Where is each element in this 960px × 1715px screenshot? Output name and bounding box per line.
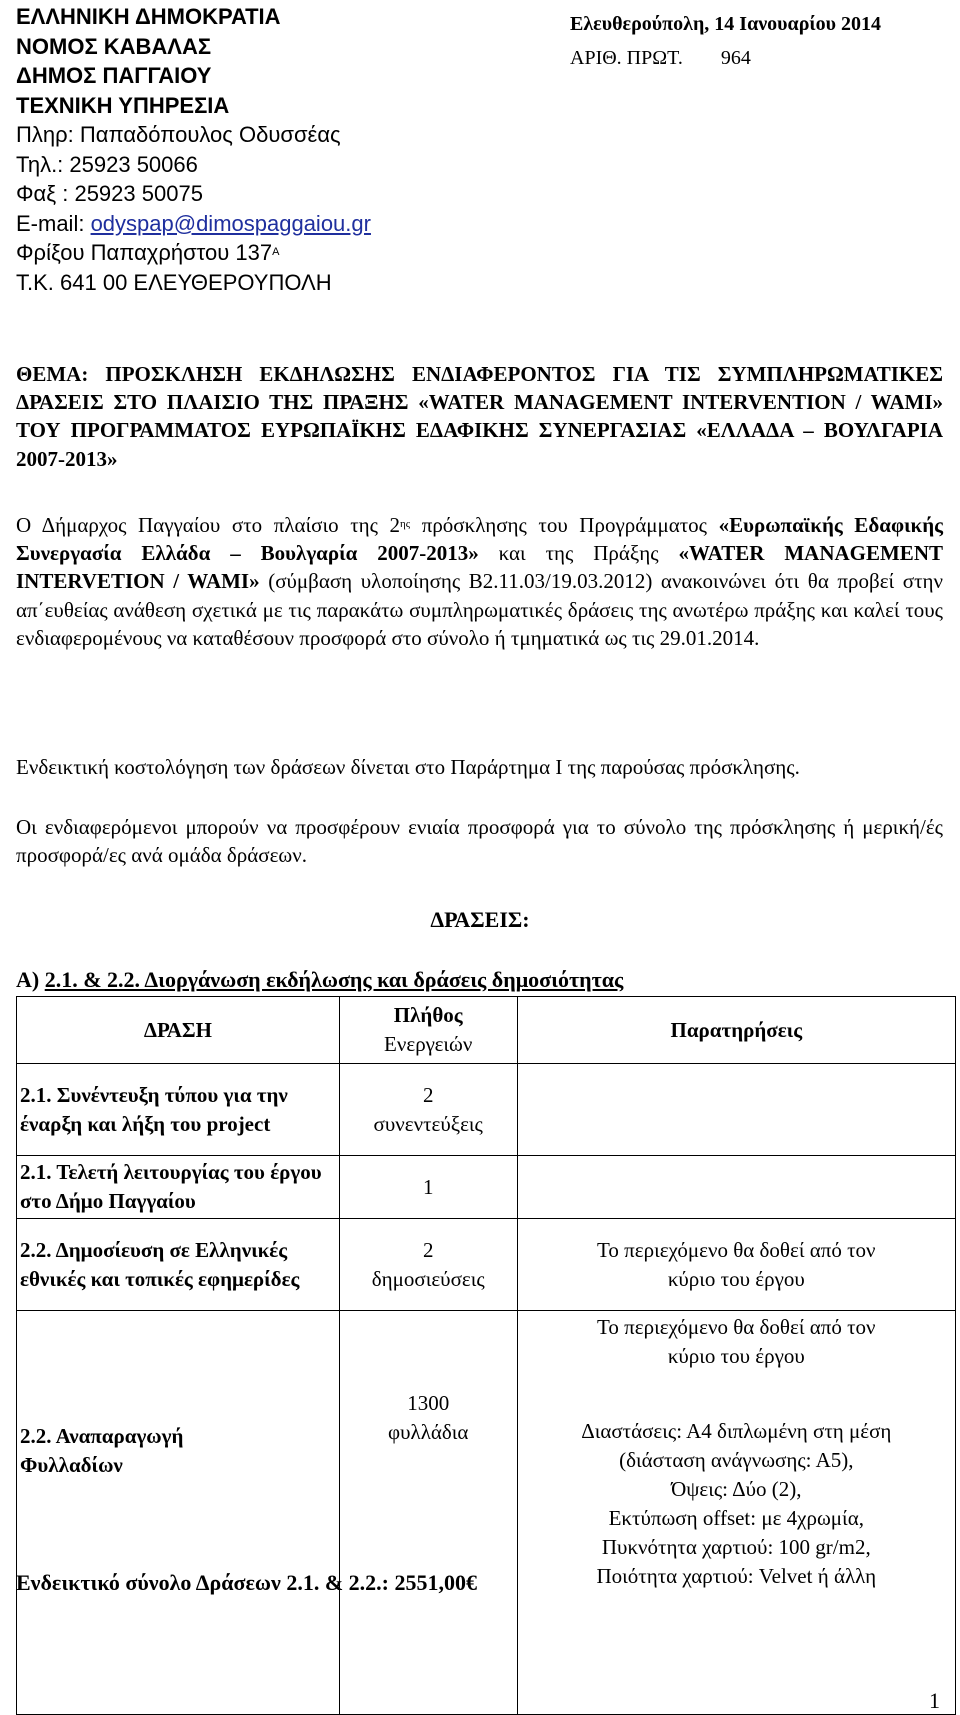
header-quantity-line1: Πλήθος <box>393 1003 463 1027</box>
quantity-unit: φυλλάδια <box>388 1420 469 1444</box>
table-row <box>17 1064 956 1156</box>
sender-block <box>16 2 576 297</box>
body-text: πρόσκλησης του Προγράμματος <box>410 513 719 537</box>
header-notes: Παρατηρήσεις <box>517 997 955 1064</box>
sender-prefecture: ΝΟΜΟΣ ΚΑΒΑΛΑΣ <box>16 33 212 59</box>
row-quantity <box>339 1064 517 1156</box>
row-quantity <box>339 1311 517 1715</box>
protocol-label: ΑΡΙΘ. ΠΡΩΤ. <box>570 47 683 69</box>
programme-name: «Ευρωπαϊκής Εδαφικής Συνεργασία Ελλάδα – Βουλγαρία 2007-2013» <box>16 513 943 566</box>
quantity-value: 1300 <box>407 1391 450 1415</box>
sender-department: ΤΕΧΝΙΚΗ ΥΠΗΡΕΣΙΑ <box>16 92 230 118</box>
body-paragraph-3: Οι ενδιαφερόμενοι μπορούν να προσφέρουν ενιαία προσφορά για το σύνολο της πρόσκλησης ή μερική/ές προσφορά/ες ανά ομάδα δράσεων. <box>16 815 943 868</box>
actions-table <box>16 996 956 1715</box>
table-row <box>17 1219 956 1311</box>
project-name: «WATER MANAGEMENT INTERVETION / WAMI» <box>16 541 943 594</box>
sender-fax: Φαξ : 25923 50075 <box>16 181 203 206</box>
document-date: Ελευθερούπολη, 14 Ιανουαρίου 2014 <box>570 13 882 35</box>
quantity-value: 2 <box>422 1082 434 1107</box>
quantity-unit: δημοσιεύσεις <box>371 1266 485 1291</box>
sender-phone: Τηλ.: 25923 50066 <box>16 151 198 177</box>
row-action: 2.2. Δημοσίευση σε Ελληνικές εθνικές και τοπικές εφημερίδες <box>17 1219 340 1311</box>
row-notes <box>517 1219 955 1311</box>
notes-line: Το περιεχόμενο θα δοθεί από τον <box>597 1315 876 1339</box>
table-row <box>17 1311 956 1715</box>
actions-heading: ΔΡΑΣΕΙΣ: <box>430 907 530 932</box>
sender-contact-person: Πληρ: Παπαδόπουλος Οδυσσέας <box>16 122 341 147</box>
spec-line: Εκτύπωση offset: με 4χρωμία, <box>608 1506 864 1530</box>
address-superscript: Α <box>272 246 280 258</box>
body-text: και της Πράξης <box>478 541 679 566</box>
sender-address <box>16 238 576 268</box>
row-quantity <box>339 1219 517 1311</box>
row-notes <box>517 1156 955 1219</box>
table-row <box>17 1156 956 1219</box>
body-paragraph-1 <box>16 510 943 652</box>
action-line: Φυλλαδίων <box>20 1453 123 1477</box>
subject-paragraph: ΘΕΜΑ: ΠΡΟΣΚΛΗΣΗ ΕΚΔΗΛΩΣΗΣ ΕΝΔΙΑΦΕΡΟΝΤΟΣ ΓΙΑ ΤΙΣ ΣΥΜΠΛΗΡΩΜΑΤΙΚΕΣ ΔΡΑΣΕΙΣ ΣΤΟ ΠΛΑΙΣΙΟ ΤΗΣ ΠΡΑΞΗΣ «WATER MANAGEMENT INTERVENTION / WAMI» ΤΟΥ ΠΡΟΓΡΑΜΜΑΤΟΣ ΕΥΡΩΠΑΪΚΗΣ ΕΔΑΦΙΚΗΣ ΣΥΝΕΡΓΑΣΙΑΣ «ΕΛΛΑΔΑ – ΒΟΥΛΓΑΡΙΑ 2007-2013» <box>16 362 943 471</box>
protocol-line <box>570 44 950 72</box>
email-link[interactable]: odyspap@dimospaggaiou.gr <box>90 210 371 236</box>
ordinal-superscript: ης <box>400 518 411 530</box>
notes-line: κύριο του έργου <box>667 1344 805 1368</box>
notes-spacer <box>521 1371 952 1417</box>
row-action: 2.1. Τελετή λειτουργίας του έργου στο Δήμο Παγγαίου <box>17 1156 340 1219</box>
header-action: ΔΡΑΣΗ <box>17 997 340 1064</box>
spec-line: Ποιότητα χαρτιού: Velvet ή άλλη <box>596 1564 877 1588</box>
notes-line: κύριο του έργου <box>667 1266 805 1291</box>
body-text: Ο Δήμαρχος Παγγαίου στο πλαίσιο της 2 <box>16 513 401 537</box>
row-quantity: 1 <box>339 1156 517 1219</box>
row-notes <box>517 1064 955 1156</box>
date-protocol-block <box>570 10 950 72</box>
header-quantity <box>339 997 517 1064</box>
body-paragraph-2: Ενδεικτική κοστολόγηση των δράσεων δίνεται στο Παράρτημα Ι της παρούσας πρόσκλησης. <box>16 755 800 779</box>
notes-line: Το περιεχόμενο θα δοθεί από τον <box>597 1237 876 1262</box>
section-a-title <box>16 967 623 993</box>
action-line: 2.2. Αναπαραγωγή <box>20 1424 184 1448</box>
section-prefix: Α) <box>16 967 45 992</box>
quantity-value: 2 <box>422 1237 434 1262</box>
row-action <box>17 1311 340 1715</box>
email-label: E-mail: <box>16 210 91 236</box>
sender-email-line <box>16 209 576 239</box>
table-header-row <box>17 997 956 1064</box>
protocol-number: 964 <box>720 47 751 69</box>
spec-line: Όψεις: Δύο (2), <box>671 1477 802 1501</box>
row-notes <box>517 1311 955 1715</box>
header-quantity-line2: Ενεργειών <box>384 1032 473 1056</box>
page-number: 1 <box>929 1688 940 1713</box>
spec-line: Διαστάσεις: Α4 διπλωμένη στη μέση <box>581 1419 892 1443</box>
section-title: 2.1. & 2.2. Διοργάνωση εκδήλωσης και δράσεις δημοσιότητας <box>44 967 624 992</box>
quantity-unit: συνεντεύξεις <box>373 1111 483 1136</box>
address-text: Φρίξου Παπαχρήστου 137 <box>16 240 273 265</box>
spec-line: (διάσταση ανάγνωσης: Α5), <box>619 1448 854 1472</box>
sender-postal: Τ.Κ. 641 00 ΕΛΕΥΘΕΡΟΥΠΟΛΗ <box>16 269 332 295</box>
spec-line: Πυκνότητα χαρτιού: 100 gr/m2, <box>601 1535 871 1559</box>
sender-municipality: ΔΗΜΟΣ ΠΑΓΓΑΙΟΥ <box>16 63 212 88</box>
body-text: (σύμβαση υλοποίησης Β2.11.03/19.03.2012) ανακοινώνει ότι θα προβεί στην απ΄ευθείας ανάθεση σχετικά με τις παρακάτω συμπληρωματικές δράσεις της ανωτέρω πράξης και καλεί τους ενδιαφερομένους να καταθέσουν προσφορά στο σύνολο ή τμηματικά ως τις 29.01.2014. <box>16 569 943 650</box>
total-amount: Ενδεικτικό σύνολο Δράσεων 2.1. & 2.2.: 2551,00€ <box>16 1570 477 1595</box>
row-action: 2.1. Συνέντευξη τύπου για την έναρξη και λήξη του project <box>17 1064 340 1156</box>
sender-country: ΕΛΛΗΝΙΚΗ ΔΗΜΟΚΡΑΤΙΑ <box>16 4 281 29</box>
